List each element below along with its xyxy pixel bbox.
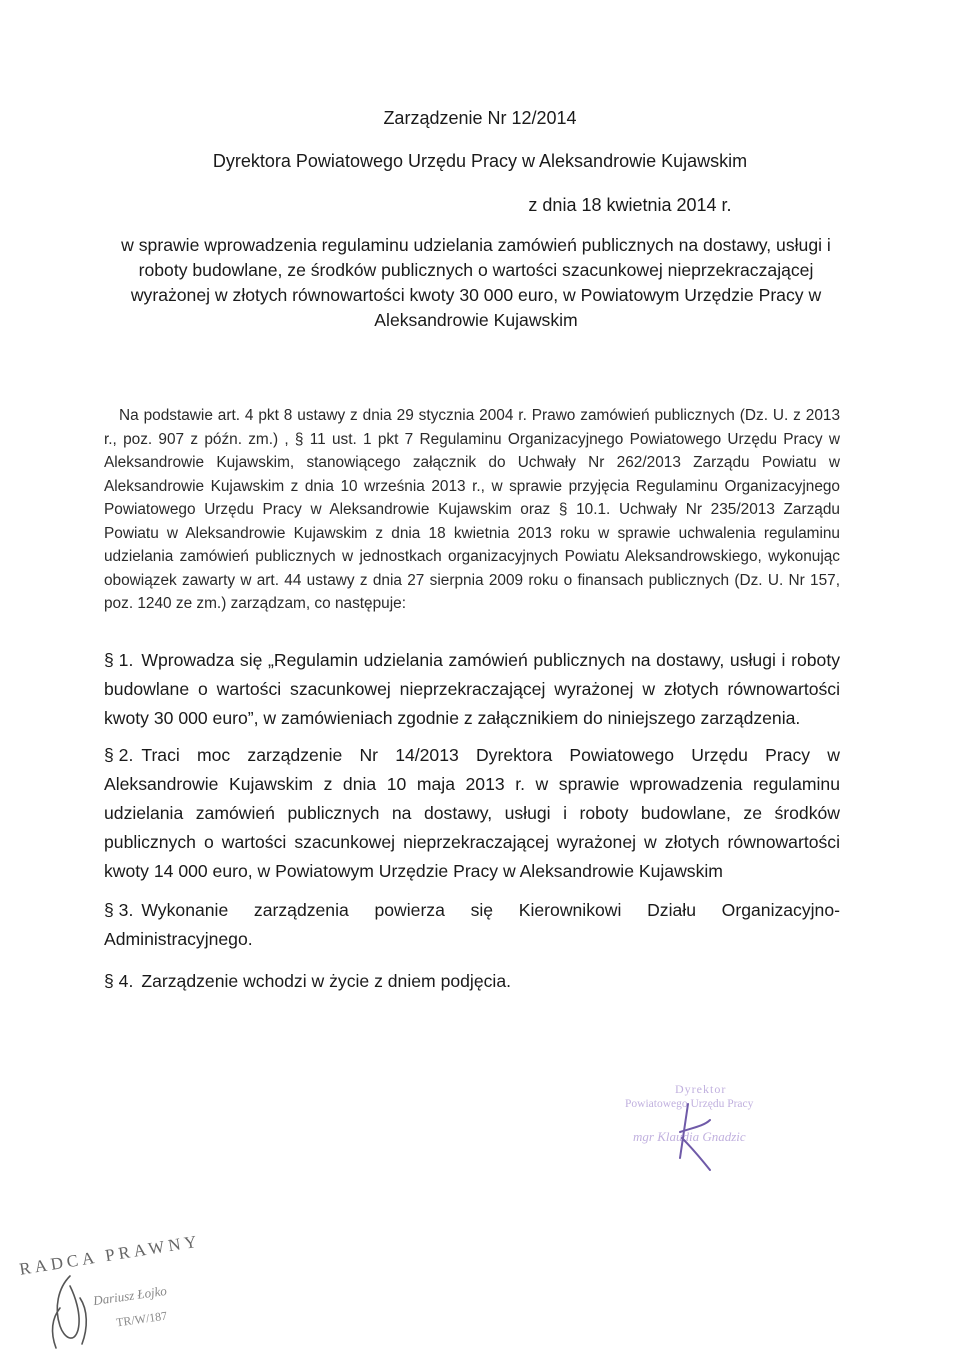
stamp-line: mgr Klaudia Gnadzic [633,1129,746,1144]
paragraph-text: Wykonanie zarządzenia powierza się Kierownikowi Działu Organizacyjno-Administracyjnego. [104,900,840,949]
paragraph-1 [104,646,840,733]
paragraph-number: § 3. [104,900,134,920]
paragraph-text: Zarządzenie wchodzi w życie z dniem podjęcia. [141,971,511,991]
stamp-line: RADCA PRAWNY [18,1231,202,1279]
legal-basis-text: Na podstawie art. 4 pkt 8 ustawy z dnia 29 stycznia 2004 r. Prawo zamówień publicznych (Dz. U. z 2013 r., poz. 907 z późn. zm.) , § 11 ust. 1 pkt 7 Regulaminu Organizacyjnego Powiatowego Urzędu Pracy w Aleksandrowie Kujawskim, stanowiącego załącznik do Uchwały Nr 262/2013 Zarządu Powiatu w Aleksandrowie Kujawskim z dnia 10 września 2013 r., w sprawie przyjęcia Regulaminu Organizacyjnego Powiatowego Urzędu Pracy w Aleksandrowie Kujawskim oraz § 10.1. Uchwały Nr 235/2013 Zarządu Powiatu w Aleksandrowie Kujawskim z dnia 18 kwietnia 2013 roku w sprawie uchwalenia regulaminu udzielania zamówień publicznych w jednostkach organizacyjnych Powiatu Aleksandrowskiego, wykonując obowiązek zawarty w art. 44 ustawy z dnia 27 sierpnia 2009 roku o finansach publicznych (Dz. U. Nr 157, poz. 1240 ze zm.) zarządzam, co następuje: [104,407,840,612]
legal-basis [104,404,840,616]
document-date: z dnia 18 kwietnia 2014 r. [528,195,732,215]
document-subject: w sprawie wprowadzenia regulaminu udzielania zamówień publicznych na dostawy, usługi i roboty budowlane, ze środków publicznych o wartości szacunkowej nieprzekraczającej wyrażonej w złotych równowartości kwoty 30 000 euro, w Powiatowym Urzędzie Pracy w Aleksandrowie Kujawskim [121,235,831,330]
stamp-line: Dyrektor [675,1082,727,1096]
legal-counsel-signature-icon [30,1268,100,1358]
document-title: Zarządzenie Nr 12/2014 [383,108,577,128]
director-signature-icon [658,1098,718,1178]
stamp-line: Powiatowego Urzędu Pracy [625,1098,754,1110]
paragraph-number: § 1. [104,650,134,670]
paragraph-number: § 4. [104,971,134,991]
stamp-line: TR/W/187 [115,1308,168,1330]
paragraph-3 [104,896,840,954]
stamp-line: Dariusz Łojko [92,1282,168,1309]
paragraph-4 [104,967,840,996]
paragraph-text: Wprowadza się „Regulamin udzielania zamówień publicznych na dostawy, usługi i roboty budowlane o wartości szacunkowej nieprzekraczającej wyrażonej w złotych równowartości kwoty 30 000 euro”, w zamówieniach zgodnie z załącznikiem do niniejszego zarządzenia. [104,650,840,728]
document-issuer: Dyrektora Powiatowego Urzędu Pracy w Aleksandrowie Kujawskim [212,151,748,171]
paragraph-2 [104,741,840,886]
paragraph-number: § 2. [104,745,134,765]
paragraph-text: Traci moc zarządzenie Nr 14/2013 Dyrektora Powiatowego Urzędu Pracy w Aleksandrowie Kujawskim z dnia 10 maja 2013 r. w sprawie wprowadzenia regulaminu udzielania zamówień publicznych na dostawy, usługi i roboty budowlane, ze środków publicznych o wartości szacunkowej nieprzekraczającej wyrażonej w złotych równowartości kwoty 14 000 euro, w Powiatowym Urzędzie Pracy w Aleksandrowie Kujawskim [104,745,840,881]
